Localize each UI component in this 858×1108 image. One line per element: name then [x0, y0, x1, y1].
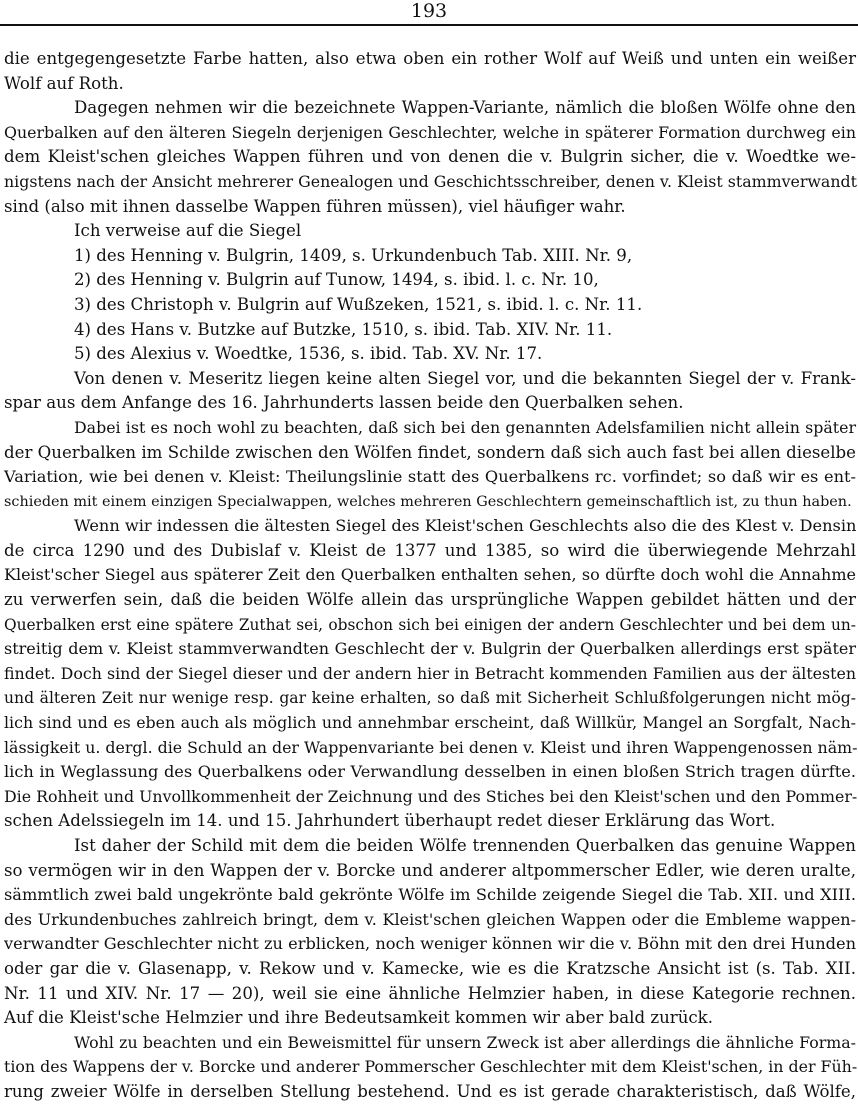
text-line: und älteren Zeit nur wenige resp. gar keine erhalten, so daß mit Sicherheit Schlußfolgerungen nicht mög-: [4, 689, 856, 708]
text-line: Wenn wir indessen die ältesten Siegel des Kleist'schen Geschlechts also die des Klest v. Densin: [74, 516, 857, 536]
text-line: Variation, wie bei denen v. Kleist: Theilungslinie statt des Querbalkens rc. vorfindet; so daß wir es ent-: [4, 467, 856, 487]
text-line: 5) des Alexius v. Woedtke, 1536, s. ibid. Tab. XV. Nr. 17.: [74, 344, 543, 364]
text-line: zu verwerfen sein, daß die beiden Wölfe allein das ursprüngliche Wappen gebildet hätten und der: [4, 590, 856, 610]
header-rule: [0, 24, 858, 26]
text-line: Nr. 11 und XIV. Nr. 17 — 20), weil sie eine ähnliche Helmzier haben, in diese Kategorie rechnen.: [4, 983, 856, 1003]
text-line: Ich verweise auf die Siegel: [74, 221, 302, 241]
text-line: Die Rohheit und Unvollkommenheit der Zeichnung und des Stiches bei den Kleist'schen und den Pommer-: [4, 786, 858, 806]
text-line: lich sind und es eben auch als möglich und annehmbar erscheint, daß Willkür, Mangel an Sorgfalt, Nach-: [4, 713, 856, 733]
text-line: Querbalken erst eine spätere Zuthat sei, obschon sich bei einigen der andern Geschlechter und bei dem un-: [4, 615, 856, 634]
text-line: schieden mit einem einzigen Specialwappen, welches mehreren Geschlechtern gemeinschaftlich ist, zu thun haben.: [4, 493, 852, 510]
text-line: de circa 1290 und des Dubislaf v. Kleist de 1377 und 1385, so wird die überwiegende Mehrzahl: [4, 540, 856, 560]
text-line: 2) des Henning v. Bulgrin auf Tunow, 1494, s. ibid. l. c. Nr. 10,: [74, 270, 599, 290]
text-line: nigstens nach der Ansicht mehrerer Genealogen und Geschichtsschreiber, denen v. Kleist stammverwandt: [4, 171, 857, 191]
text-line: Wohl zu beachten und ein Beweismittel für unsern Zweck ist aber allerdings die ähnliche Forma-: [74, 1032, 856, 1052]
text-line: verwandter Geschlechter nicht zu erblicken, noch weniger können wir die v. Böhn mit den drei Hunden: [4, 934, 856, 954]
text-line: spar aus dem Anfange des 16. Jahrhunderts lassen beide den Querbalken sehen.: [4, 393, 684, 413]
text-line: lich in Weglassung des Querbalkens oder Verwandlung desselben in einen bloßen Strich tragen dürfte.: [4, 762, 856, 782]
text-line: Dabei ist es noch wohl zu beachten, daß sich bei den genannten Adelsfamilien nicht allein später: [74, 417, 856, 437]
text-line: schen Adelssiegeln im 14. und 15. Jahrhundert überhaupt redet dieser Erklärung das Wort.: [4, 811, 776, 831]
text-line: sämmtlich zwei bald ungekrönte bald gekrönte Wölfe im Schilde zeigende Siegel die Tab. XII. und XIII.: [4, 885, 856, 905]
text-line: Ist daher der Schild mit dem die beiden Wölfe trennenden Querbalken das genuine Wappen: [74, 836, 856, 855]
text-line: der Querbalken im Schilde zwischen den Wölfen findet, sondern daß sich auch fast bei allen dieselbe: [4, 442, 856, 462]
text-line: dem Kleist'schen gleiches Wappen führen und von denen die v. Bulgrin sicher, die v. Woedtke we-: [4, 147, 856, 167]
text-line: des Urkundenbuches zahlreich bringt, dem v. Kleist'schen gleichen Wappen oder die Embleme wappen-: [4, 909, 856, 929]
text-line: sind (also mit ihnen dasselbe Wappen führen müssen), viel häufiger wahr.: [4, 196, 626, 216]
text-line: Kleist'scher Siegel aus späterer Zeit den Querbalken enthalten sehen, so dürfte doch wohl die Annahme: [4, 565, 856, 585]
body-text: [0, 47, 858, 1105]
text-line: rung zweier Wölfe in derselben Stellung bestehend. Und es ist gerade charakteristisch, daß Wölfe,: [4, 1081, 856, 1101]
text-line: 4) des Hans v. Butzke auf Butzke, 1510, s. ibid. Tab. XIV. Nr. 11.: [74, 319, 613, 339]
text-line: Querbalken auf den älteren Siegeln derjenigen Geschlechter, welche in späterer Formation durchweg ein: [4, 122, 856, 142]
text-line: tion des Wappens der v. Borcke und anderer Pommerscher Geschlechter mit dem Kleist'schen, in der Füh-: [4, 1057, 858, 1077]
text-line: lässigkeit u. dergl. die Schuld an der Wappenvariante bei denen v. Kleist und ihren Wappengenossen näm-: [4, 737, 858, 757]
text-line: Von denen v. Meseritz liegen keine alten Siegel vor, und die bekannten Siegel der v. Frank-: [74, 368, 856, 388]
text-line: oder gar die v. Glasenapp, v. Rekow und v. Kamecke, wie es die Kratzsche Ansicht ist (s. Tab. XII.: [4, 958, 856, 978]
text-line: Dagegen nehmen wir die bezeichnete Wappen-Variante, nämlich die bloßen Wölfe ohne den: [74, 98, 856, 118]
text-line: Wolf auf Roth.: [4, 73, 124, 93]
text-line: findet. Doch sind der Siegel dieser und der andern hier in Betracht kommenden Familien aus der ältesten: [4, 663, 856, 683]
text-line: 1) des Henning v. Bulgrin, 1409, s. Urkundenbuch Tab. XIII. Nr. 9,: [74, 245, 633, 265]
text-line: Auf die Kleist'sche Helmzier und ihre Bedeutsamkeit kommen wir aber bald zurück.: [4, 1008, 714, 1028]
text-line: streitig dem v. Kleist stammverwandten Geschlecht der v. Bulgrin der Querbalken allerdings erst später: [4, 639, 856, 659]
text-line: so vermögen wir in den Wappen der v. Borcke und anderer altpommerscher Edler, wie deren uralte,: [4, 860, 856, 880]
text-line: die entgegengesetzte Farbe hatten, also etwa oben ein rother Wolf auf Weiß und unten ein weißer: [4, 49, 856, 68]
text-line: 3) des Christoph v. Bulgrin auf Wußzeken, 1521, s. ibid. l. c. Nr. 11.: [74, 294, 643, 314]
page-number: 193: [410, 0, 448, 22]
